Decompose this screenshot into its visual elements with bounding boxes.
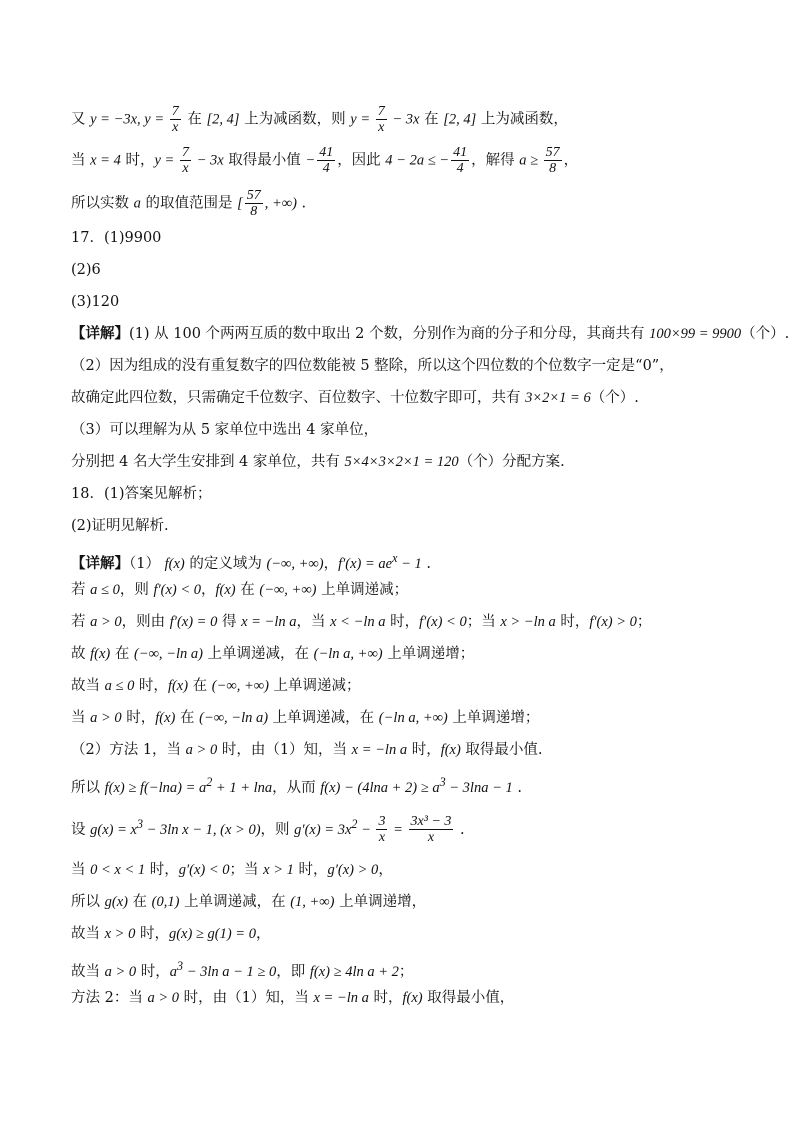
math-expression: x = −ln a [351,742,408,758]
math-expression: f′(x) = ae [338,555,393,572]
math-expression: f(x) [90,646,111,662]
interval: (−∞, +∞) [211,678,269,694]
math-expression: f(x) [402,990,423,1006]
text: 时， [555,614,590,630]
text: 若 [71,614,91,630]
math-expression: a [169,963,178,980]
fraction [245,188,263,219]
text: 在 [175,710,200,726]
denominator: x [182,161,189,176]
numerator: 7 [171,104,179,119]
answer-17-3: (3)120 [71,294,120,310]
math-expression: x > 0 [104,926,136,942]
math-expression: g(x) = x [90,821,137,838]
denominator: x [378,120,385,135]
text: ，从而 [272,779,321,796]
text: 时， [368,990,403,1006]
line-21 [71,772,753,798]
text: 故当 [71,963,105,980]
math-expression: x < −ln a [330,614,386,630]
text: 又 [71,111,91,128]
text: （2）方法 1，当 [71,742,186,758]
text: ，则 [119,582,154,598]
numerator: 57 [545,145,560,160]
detail-17-1 [71,324,790,344]
text: 取得最小值 [223,152,306,169]
math-expression: = [389,821,407,838]
superscript: 3 [439,775,446,789]
text: ，则由 [121,614,170,630]
fraction [180,145,191,176]
text: 时， [385,614,420,630]
text: . [421,555,431,572]
math-expression: y = [350,111,374,128]
text: ， [255,926,271,942]
text: 所以 [71,779,105,796]
detail-18-1 [71,548,753,574]
denominator: x [427,830,435,846]
text: （个）. [741,326,790,342]
numerator: 41 [319,145,334,160]
math-expression: g(x) [104,894,128,910]
numerator: 41 [453,145,468,160]
text: ； [398,963,414,980]
interval: (−∞, +∞) [259,582,317,598]
text: . [296,195,307,212]
fraction [376,814,387,845]
text: （1） [129,555,165,572]
superscript: 3 [177,959,184,973]
math-expression: f(x) [155,710,176,726]
line-19 [71,708,753,728]
text: 故 [71,646,91,662]
line-16 [71,612,753,632]
math-expression: x > 1 [263,862,294,878]
detail-label: 【详解】 [71,554,129,572]
superscript: 3 [136,817,143,831]
numerator: 7 [181,145,189,160]
math-expression: [ [237,195,243,212]
detail-17-2: （2）因为组成的没有重复数字的四位数能被 5 整除，所以这个四位数的个位数字一定是“0”， [71,358,674,374]
math-expression: f(x) [167,678,189,694]
interval: (−∞, −ln a) [199,710,269,726]
text: 时， [136,963,170,980]
fraction [409,814,454,845]
line-24 [71,892,753,912]
text: 当 [71,710,91,726]
text: 上为减函数， [476,111,568,128]
line-23 [71,860,753,880]
text: 上单调递减； [268,678,361,694]
math-expression: 0 < x < 1 [90,862,146,878]
math-expression: 3×2×1 = 6 [525,390,591,406]
detail-17-3b [71,452,753,472]
line-27 [71,988,753,1008]
math-expression: − 3ln a − 1 ≥ 0 [183,963,277,980]
fraction [544,145,562,176]
denominator: 8 [250,204,258,219]
text: ， [563,152,579,169]
fraction [451,145,469,176]
text: 时， [407,742,441,758]
denominator: x [172,120,179,135]
text: 时， [121,710,156,726]
text: 时， [145,862,179,878]
text: 当 [71,862,91,878]
text: 上单调递减，在 [268,710,379,726]
numerator: 3 [378,814,386,830]
math-expression: x = 4 [90,152,121,169]
math-expression: g′(x) = 3x [294,821,352,838]
interval: (−ln a, +∞) [378,710,448,726]
text: ， [378,862,393,878]
math-expression: − 3lna − 1 [445,779,513,796]
detail-17-2b [71,388,753,408]
line-15 [71,580,753,600]
denominator: x [378,830,386,846]
text: 取得最小值， [422,990,515,1006]
text: . [512,779,522,796]
math-expression: a > 0 [90,614,122,630]
text: 所以 [71,894,105,910]
text: 故确定此四位数，只需确定千位数字、百位数字、十位数字即可，共有 [71,390,526,406]
superscript: 2 [206,775,213,789]
interval: [2, 4] [206,111,240,128]
superscript: 2 [351,817,358,831]
math-expression: f′(x) > 0 [589,614,637,630]
math-expression: g(x) ≥ g(1) = 0 [168,926,256,942]
superscript: x [392,551,398,565]
text: 时， [134,678,168,694]
math-expression: a > 0 [185,742,218,758]
text: 上为减函数，则 [239,111,351,128]
math-expression: 4 − 2a ≤ − [385,152,450,169]
text: 时， [293,862,328,878]
interval: (−ln a, +∞) [313,646,383,662]
text: 得 [217,614,242,630]
text: ，解得 [471,152,520,169]
text: 时，由（1）知，当 [217,742,352,758]
text: ； [636,614,652,630]
text: （个）. [590,390,639,406]
math-expression: − 3x [192,152,224,169]
text: 时， [135,926,169,942]
math-expression: x = −ln a [313,990,369,1006]
text: 上单调递增； [382,646,475,662]
math-expression: 100×99 = 9900 [649,326,742,342]
math-expression: a ≤ 0 [90,582,120,598]
math-expression: 5×4×3×2×1 = 120 [344,454,459,470]
denominator: 4 [456,161,464,176]
math-expression: − [305,152,316,169]
text: 在 [419,111,444,128]
line-25 [71,924,753,944]
line-1 [71,104,753,135]
interval: (1, +∞) [290,894,335,910]
text: 设 [71,821,91,838]
math-expression: + 1 + lna [212,779,273,796]
math-expression: f(x) [440,742,461,758]
answer-17-1: 17．(1)9900 [71,230,162,246]
text: 分别把 4 名大学生安排到 4 家单位，共有 [71,454,345,470]
text: （个）分配方案. [458,454,565,470]
text: 在 [182,111,207,128]
fraction [376,104,387,135]
math-expression: − 3x [388,111,420,128]
math-expression: x = −ln a [241,614,297,630]
math-expression: f′(x) < 0 [153,582,202,598]
text: 时， [120,152,155,169]
line-2 [71,145,753,176]
text: 当 [71,152,91,169]
math-expression: a > 0 [104,963,137,980]
fraction [170,104,181,135]
math-expression: f′(x) = 0 [169,614,218,630]
numerator: 3x³ − 3 [410,814,452,830]
text: ；当 [466,614,501,630]
text: 在 [110,646,134,662]
line-17 [71,644,753,664]
text: 上单调递减； [316,582,409,598]
detail-17-3: （3）可以理解为从 5 家单位中选出 4 家单位， [71,422,379,438]
numerator: 57 [246,188,261,203]
interval: (−∞, +∞) [266,555,324,572]
text: ；当 [229,862,264,878]
text: 取得最小值. [460,742,543,758]
math-expression: f(x) − (4lna + 2) ≥ a [320,779,440,796]
text: 故当 [71,678,105,694]
line-3 [71,188,753,219]
math-expression: f(x) ≥ 4ln a + 2 [309,963,399,980]
math-expression: g′(x) < 0 [178,862,230,878]
text: 在 [235,582,260,598]
answer-18-2: (2)证明见解析. [71,518,169,534]
math-expression: − 1 [397,555,422,572]
denominator: 8 [549,161,557,176]
denominator: 4 [322,161,330,176]
text: ，则 [260,821,295,838]
text: 的定义域为 [184,555,267,572]
numerator: 7 [377,104,385,119]
math-expression: g′(x) > 0 [327,862,379,878]
text: ，即 [276,963,310,980]
text: 若 [71,582,91,598]
text: 的取值范围是 [140,195,238,212]
answer-18-1: 18．(1)答案见解析； [71,486,212,502]
line-22 [71,814,753,845]
text: 在 [188,678,212,694]
text: ， [201,582,216,598]
text: 上单调递减，在 [179,894,291,910]
text: 方法 2：当 [71,990,148,1006]
text: ， [323,555,339,572]
math-expression: a > 0 [147,990,179,1006]
math-expression: − [357,821,375,838]
math-variable: a [133,195,141,212]
math-expression: − 3ln x − 1, (x > 0) [142,821,261,838]
text: . [455,821,465,838]
math-expression: f(x) [215,582,236,598]
math-expression: x > −ln a [500,614,556,630]
fraction [317,145,335,176]
text: 上单调递增； [447,710,540,726]
text: ，当 [296,614,331,630]
answer-17-2: (2)6 [71,262,101,278]
text: ，因此 [337,152,386,169]
text: 上单调递增， [334,894,427,910]
math-expression: a ≥ [519,152,542,169]
math-expression: f(x) [164,555,185,572]
math-expression: y = −3x, y = [90,111,168,128]
math-expression: a ≤ 0 [104,678,135,694]
math-expression: , +∞) [264,195,297,212]
math-expression: a > 0 [90,710,122,726]
text: 故当 [71,926,105,942]
text: 所以实数 [71,195,134,212]
math-expression: f′(x) < 0 [419,614,467,630]
math-expression: f(x) ≥ f(−lna) = a [104,779,207,796]
text: 上单调递减，在 [202,646,314,662]
interval: (0,1) [151,894,180,910]
interval: [2, 4] [443,111,477,128]
line-26 [71,956,753,982]
interval: (−∞, −ln a) [133,646,203,662]
math-expression: y = [154,152,178,169]
text: 时，由（1）知，当 [179,990,314,1006]
text: 在 [127,894,152,910]
detail-label: 【详解】 [71,325,129,342]
line-18 [71,676,753,696]
text: (1) 从 100 个两两互质的数中取出 2 个数，分别作为商的分子和分母，其商共有 [129,326,650,342]
line-20 [71,740,753,760]
